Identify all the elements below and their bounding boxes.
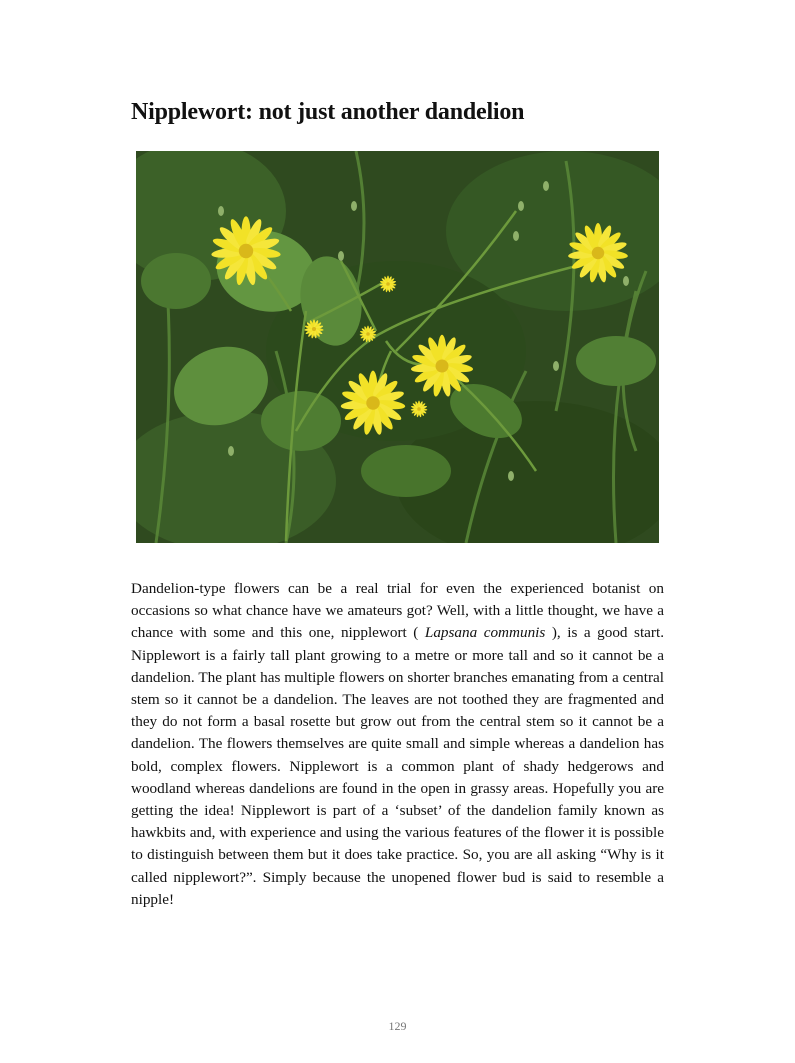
page-title: Nipplewort: not just another dandelion (131, 99, 525, 125)
page-number: 129 (388, 1019, 407, 1033)
body-text-after-name: ), is a good start. Nipplewort is a fairly tall plant growing to a metre or more tall and so it cannot be a dandelion. The plant has multiple flowers on shorter branches emanating from a central stem so it cannot be a dandelion. The leaves are not toothed they are fragmented and they do not form a basal rosette but grow out from the central stem so it cannot be a dandelion. The flowers themselves are quite small and simple whereas a dandelion has bold, complex flowers. Nipplewort is a common plant of shady hedgerows and woodland whereas dandelions are found in the open in grassy areas. Hopefully you are getting the idea! Nipplewort is part of a ‘subset’ of the dandelion family known as hawkbits and, with experience and using the various features of the flower it is possible to distinguish between them but it does take practice. So, you are all asking “Why is it called nipplewort?”. Simply because the unopened flower bud is said to resemble a nipple! (131, 624, 665, 908)
article-body (131, 578, 664, 911)
nipplewort-photo (136, 151, 659, 543)
body-text-before-name: Dandelion-type flowers can be a real trial for even the experienced botanist on occasions so what chance have we amateurs got? Well, with a little thought, we have a chance with some and this one, nipplewort ( (131, 580, 664, 642)
latin-name: Lapsana communis (424, 624, 546, 642)
